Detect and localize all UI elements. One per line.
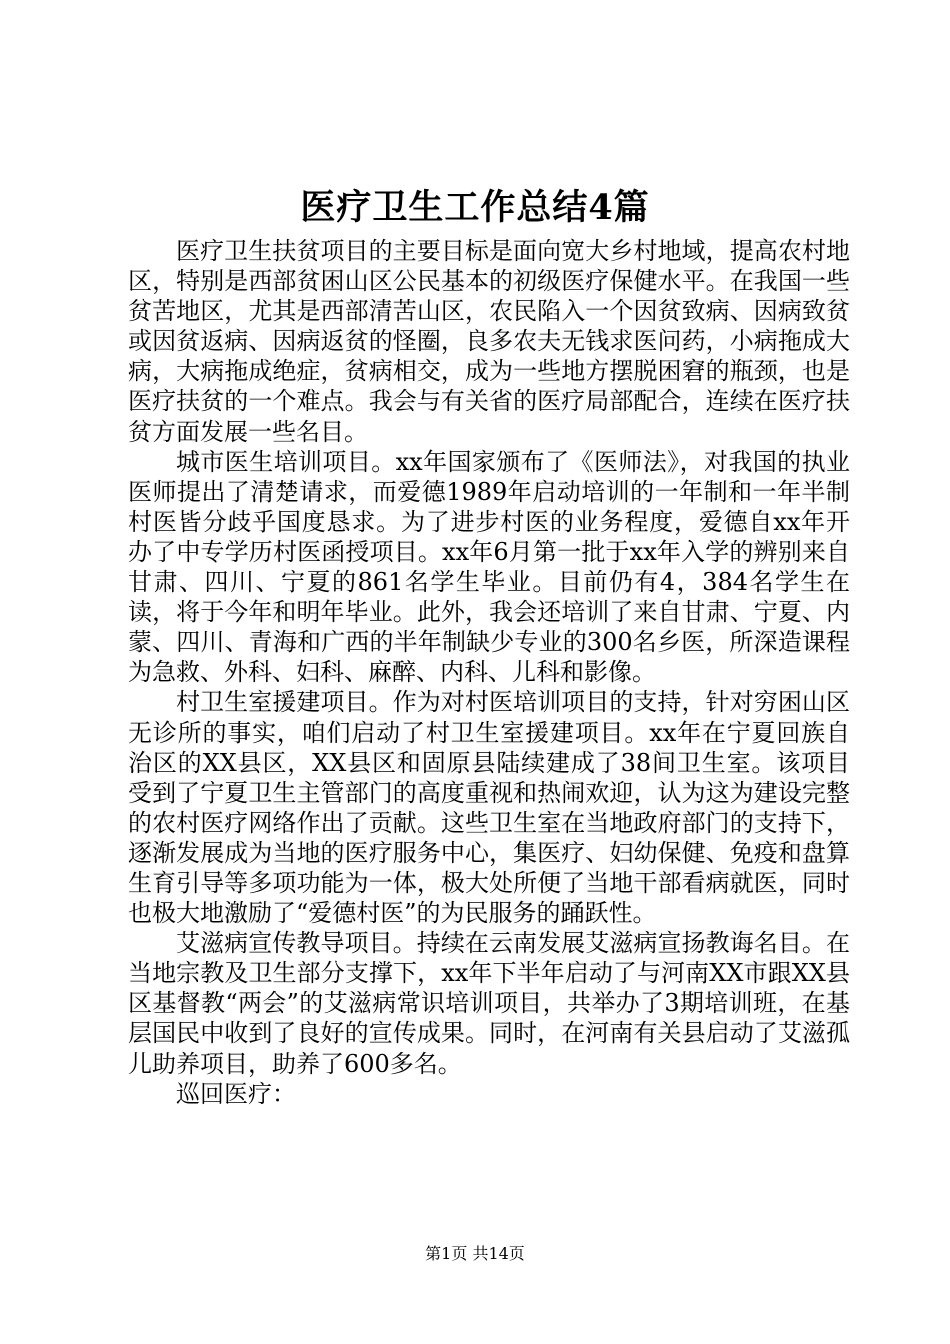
page-footer — [0, 1243, 950, 1265]
paragraph-intro: 医疗卫生扶贫项目的主要目标是面向宽大乡村地域，提高农村地区，特别是西部贫困山区公民基本的初级医疗保健水平。在我国一些贫苦地区，尤其是西部清苦山区，农民陷入一个因贫致病、因病致贫或因贫返病、因病返贫的怪圈，良多农夫无钱求医问药，小病拖成大病，大病拖成绝症，贫病相交，成为一些地方摆脱困窘的瓶颈，也是医疗扶贫的一个难点。我会与有关省的医疗局部配合，连续在医疗扶贫方面发展一些名目。 — [128, 237, 850, 446]
document-body — [128, 236, 850, 1109]
paragraph-aids-education: 艾滋病宣传教导项目。持续在云南发展艾滋病宣扬教诲名目。在当地宗教及卫生部分支撑下，xx年下半年启动了与河南XX市跟XX县区基督教“两会”的艾滋病常识培训项目，共举办了3期培训班，在基层国民中收到了良好的宣传成果。同时，在河南有关县启动了艾滋孤儿助养项目，助养了600多名。 — [128, 929, 850, 1078]
paragraph-doctor-training: 城市医生培训项目。xx年国家颁布了《医师法》，对我国的执业医师提出了清楚请求，而爱德1989年启动培训的一年制和一年半制村医皆分歧乎国度恳求。为了进步村医的业务程度，爱德自xx年开办了中专学历村医函授项目。xx年6月第一批于xx年入学的辨别来自甘肃、四川、宁夏的861名学生毕业。目前仍有4，384名学生在读，将于今年和明年毕业。此外，我会还培训了来自甘肃、宁夏、内蒙、四川、青海和广西的半年制缺少专业的300名乡医，所深造课程为急救、外科、妇科、麻醉、内科、儿科和影像。 — [128, 447, 850, 687]
page-indicator: 第1页 共14页 — [425, 1244, 525, 1263]
paragraph-clinic-construction: 村卫生室援建项目。作为对村医培训项目的支持，针对穷困山区无诊所的事实，咱们启动了村卫生室援建项目。xx年在宁夏回族自治区的XX县区，XX县区和固原县陆续建成了38间卫生室。该项目受到了宁夏卫生主管部门的高度重视和热闹欢迎，认为这为建设完整的农村医疗网络作出了贡献。这些卫生室在当地政府部门的支持下，逐渐发展成为当地的医疗服务中心，集医疗、妇幼保健、免疫和盘算生育引导等多项功能为一体，极大处所便了当地干部看病就医，同时也极大地激励了“爱德村医”的为民服务的踊跃性。 — [128, 688, 850, 928]
document-title: 医疗卫生工作总结4篇 — [300, 187, 650, 228]
paragraph-mobile-medical: 巡回医疗： — [176, 1079, 296, 1108]
